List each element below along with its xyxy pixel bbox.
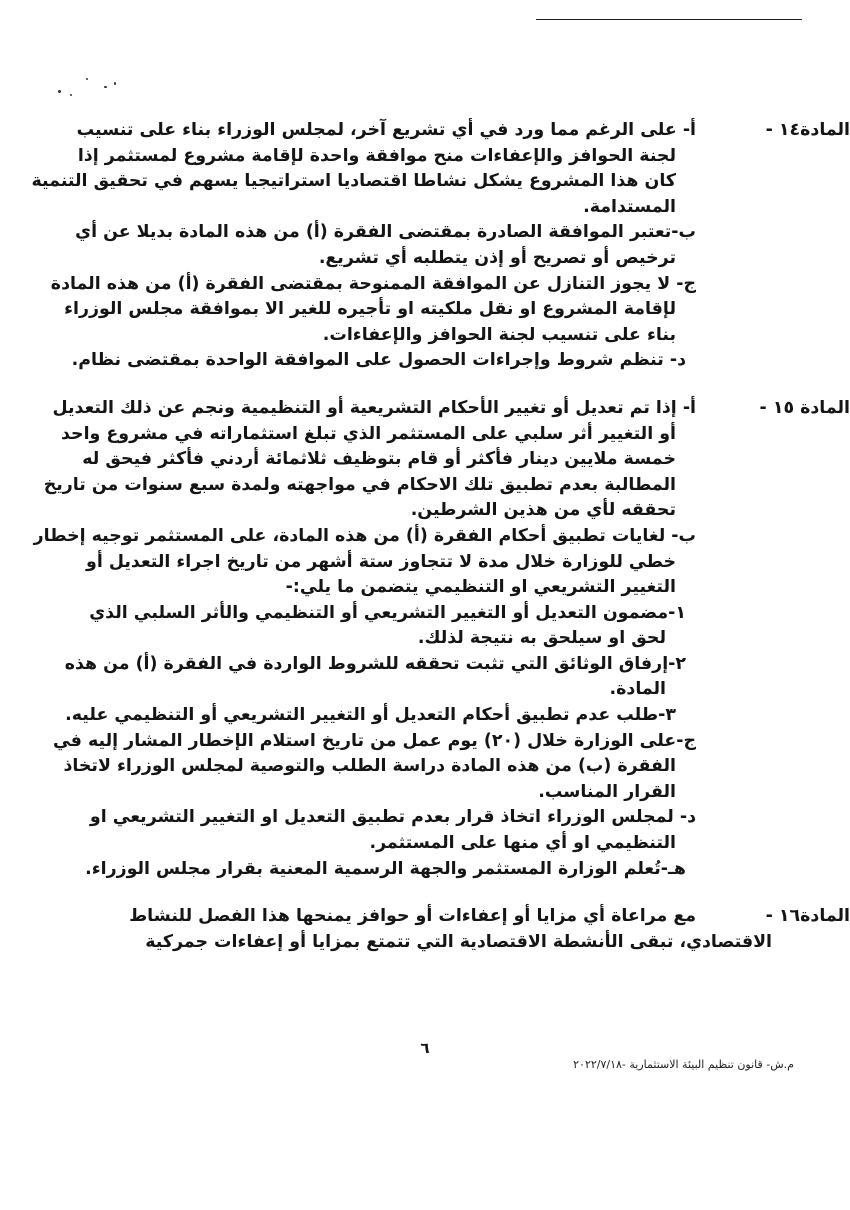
article-15-line: تحققه لأي من هذين الشرطين. xyxy=(410,500,676,521)
article-15-line: ١-مضمون التعديل أو التغيير التشريعي أو التنظيمي والأثر السلبي الذي xyxy=(89,602,686,623)
article-15 xyxy=(33,396,850,882)
article-15-line: أ- إذا تم تعديل أو تغيير الأحكام التشريعية أو التنظيمية ونجم عن ذلك التعديل xyxy=(52,397,696,418)
article-15-line: د- لمجلس الوزراء اتخاذ قرار بعدم تطبيق التعديل او التغيير التشريعي او xyxy=(89,807,696,828)
article-14-line: ب-تعتبر الموافقة الصادرة بمقتضى الفقرة (أ) من هذه المادة بديلا عن أي xyxy=(75,222,696,243)
article-15-line: القرار المناسب. xyxy=(538,781,676,802)
article-14 xyxy=(31,118,850,374)
page-footer: م.ش- قانون تنظيم البيئة الاستثمارية -٢٠٢٢/٧/١٨ xyxy=(573,1058,794,1071)
article-14-line: د- تنظم شروط وإجراءات الحصول على الموافقة الواحدة بمقتضى نظام. xyxy=(71,350,686,371)
article-15-line: التنظيمي او أي منها على المستثمر. xyxy=(369,833,676,854)
document-body xyxy=(31,118,850,955)
article-16 xyxy=(100,904,850,955)
article-16-line: مع مراعاة أي مزايا أو إعفاءات أو حوافز يمنحها هذا الفصل للنشاط xyxy=(129,906,696,927)
top-rule xyxy=(536,19,802,20)
article-14-line: لجنة الحوافز والإعفاءات منح موافقة واحدة لإقامة مشروع لمستثمر إذا xyxy=(77,145,676,166)
article-15-line: خطي للوزارة خلال مدة لا تتجاوز ستة أشهر من تاريخ اجراء التعديل أو xyxy=(86,551,676,572)
article-15-line: الفقرة (ب) من هذه المادة دراسة الطلب والتوصية لمجلس الوزراء لاتخاذ xyxy=(63,756,676,777)
article-16-label: المادة١٦ - xyxy=(765,906,850,927)
article-15-line: المطالبة بعدم تطبيق تلك الاحكام في مواجهته ولمدة سبع سنوات من تاريخ xyxy=(43,474,676,495)
article-16-line: الاقتصادي، تبقى الأنشطة الاقتصادية التي تتمتع بمزايا أو إعفاءات جمركية xyxy=(145,931,772,952)
article-15-line: ٣-طلب عدم تطبيق أحكام التعديل أو التغيير التشريعي أو التنظيمي عليه. xyxy=(65,705,676,726)
article-15-line: ب- لغايات تطبيق أحكام الفقرة (أ) من هذه المادة، على المستثمر توجيه إخطار xyxy=(33,525,696,546)
article-15-label: المادة ١٥ - xyxy=(759,397,850,418)
article-15-line: لحق او سيلحق به نتيجة لذلك. xyxy=(417,628,666,649)
page-number: ٦ xyxy=(420,1039,430,1057)
article-14-line: ترخيص أو تصريح أو إذن يتطلبه أي تشريع. xyxy=(318,247,676,268)
article-15-line: أو التغيير أثر سلبي على المستثمر الذي تبلغ استثماراته في مشروع واحد xyxy=(61,423,676,444)
article-15-line: خمسة ملايين دينار فأكثر أو قام بتوظيف ثلاثمائة أردني فأكثر فيحق له xyxy=(82,449,676,470)
article-14-line: المستدامة. xyxy=(583,196,676,217)
article-15-line: التغيير التشريعي او التنظيمي يتضمن ما يلي:- xyxy=(285,577,676,598)
article-14-line: ج- لا يجوز التنازل عن الموافقة الممنوحة بمقتضى الفقرة (أ) من هذه المادة xyxy=(50,273,696,294)
article-14-line: لإقامة المشروع او نقل ملكيته او تأجيره للغير الا بموافقة مجلس الوزراء xyxy=(64,299,676,320)
article-15-line: ٢-إرفاق الوثائق التي تثبت تحققه للشروط الواردة في الفقرة (أ) من هذه xyxy=(64,653,686,674)
article-15-line: المادة. xyxy=(609,679,666,700)
article-15-line: ج-على الوزارة خلال (٢٠) يوم عمل من تاريخ استلام الإخطار المشار إليه في xyxy=(52,730,696,751)
article-14-line: بناء على تنسيب لجنة الحوافز والإعفاءات. xyxy=(322,324,676,345)
article-14-line: كان هذا المشروع يشكل نشاطا اقتصاديا استراتيجيا يسهم في تحقيق التنمية xyxy=(31,171,676,192)
scan-specks xyxy=(56,72,136,102)
article-15-line: هـ-تُعلم الوزارة المستثمر والجهة الرسمية المعنية بقرار مجلس الوزراء. xyxy=(85,858,686,879)
article-14-label: المادة١٤ - xyxy=(765,120,850,140)
article-14-line: أ- على الرغم مما ورد في أي تشريع آخر، لمجلس الوزراء بناء على تنسيب xyxy=(76,120,696,140)
